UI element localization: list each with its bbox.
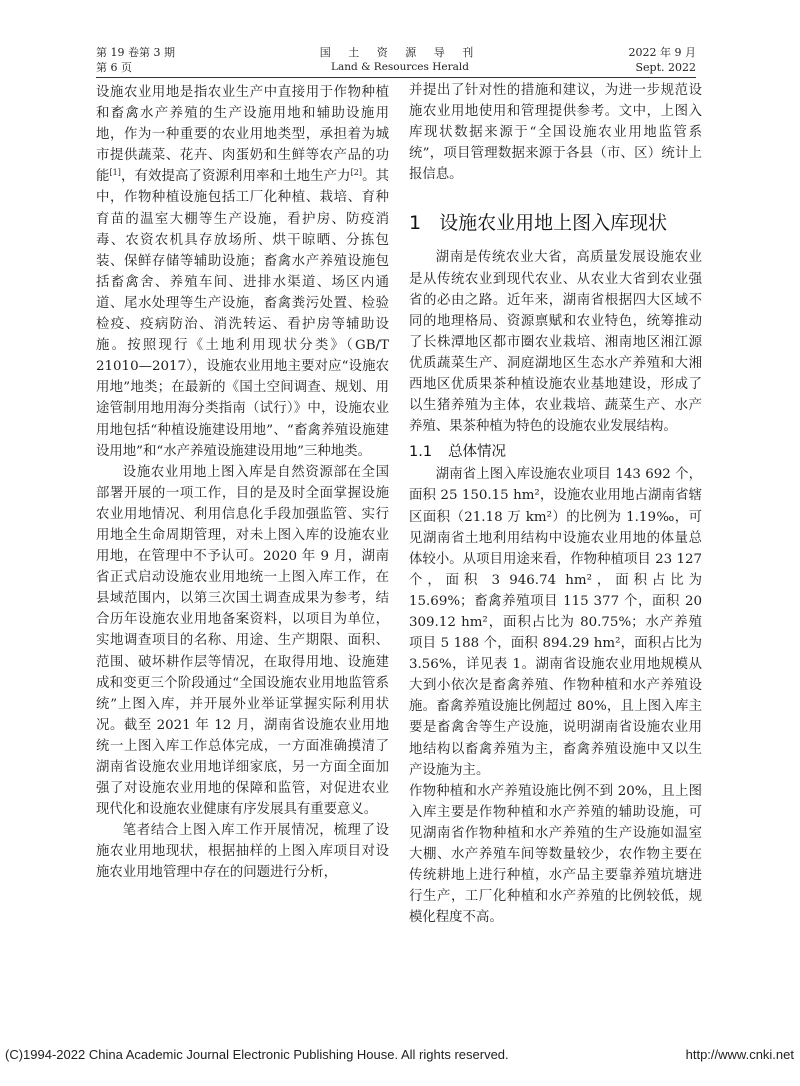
header-date-en: Sept. 2022 [635,61,696,74]
running-header [0,0,800,82]
right-column [409,80,702,928]
header-date-info [629,45,696,75]
intro-text-c: 。其中，作物种植设施包括工厂化种植、栽培、育种育苗的温室大棚等生产设施，看护房、防疫消毒、农资农机具存放场所、烘干晾晒、分拣包装、保鲜存储等辅助设施；畜禽水产养殖设施包括畜禽舍、养殖车间、进排水渠道、场区内通道、尾水处理等生产设施，畜禽粪污处置、检验检疫、疫病防治、消洗转运、看护房等辅助设施。按照现行《土地利用现状分类》（GB/T 21010—2017），设施农业用地主要对应“设施农用地”地类；在最新的《国土空间调查、规划、用途管制用地用海分类指南（试行）》中，设施农业用地包括“种植设施建设用地”、“畜禽养殖设施建设用地”和“水产养殖设施建设用地”三种地类。 [96,169,390,459]
page-footer [0,1044,800,1066]
approach-paragraph: 笔者结合上图入库工作开展情况，梳理了设施农业用地现状，根据抽样的上图入库项目对设施农业用地管理中存在的问题进行分析， [96,823,389,881]
section-number: 1 [409,212,422,235]
journal-title-cn: 国 土 资 源 导 刊 [319,46,481,59]
footer-url-link[interactable]: http://www.cnki.net [685,1047,794,1062]
journal-title-en: Land & Resources Herald [331,61,469,73]
header-volume-issue: 第 19 卷第 3 期 [96,46,175,59]
section-heading [409,209,702,237]
header-page-number: 第 6 页 [96,61,132,74]
subsection-heading [409,441,702,463]
intro-paragraph [96,82,389,462]
subsection-title: 总体情况 [448,444,507,461]
header-rule [96,77,696,78]
left-column [96,82,389,884]
section-title: 设施农业用地上图入库现状 [439,212,668,235]
mapping-work-paragraph: 设施农业用地上图入库是自然资源部在全国部署开展的一项工作，目的是及时全面掌握设施农业用地情况、利用信息化手段加强监管、实行用地全生命周期管理，对未上图入库的设施农业用地，在管理中不予认可。2020 年 9 月，湖南省正式启动设施农业用地统一上图入库工作，在县域范围内，以第三次国土调查成果为参考，结合历年设施农业用地备案资料，以项目为单位，实地调查项目的名称、用途、生产期限、面积、范围、破坏耕作层等情况，在取得用地、设施建成和变更三个阶段通过“全国设施农业用地监管系统”上图入库，并开展外业举证掌握实际利用状况。截至 2021 年 12 月，湖南省设施农业用地统一上图入库工作总体完成，一方面准确摸清了湖南省设施农业用地详细家底，另一方面全面加强了对设施农业用地的保障和监管，对促进农业现代化和设施农业健康有序发展具有重要意义。 [96,464,389,818]
approach-paragraph-continued: 并提出了针对性的措施和建议，为进一步规范设施农业用地使用和管理提供参考。文中，上图入库现状数据来源于“全国设施农业用地监管系统”，项目管理数据来源于各县（市、区）统计上报信息。 [409,83,702,183]
analysis-paragraph: 作物种植和水产养殖设施比例不到 20%，且上图入库主要是作物种植和水产养殖的辅助设施，可见湖南省作物种植和水产养殖的生产设施如温室大棚、水产养殖车间等数量较少，农作物主要在传统耕地上进行种植，水产品主要靠养殖坑塘进行生产，工厂化种植和水产养殖的比例较低，规模化程度不高。 [409,783,702,926]
subsection-number: 1.1 [409,444,433,461]
citation-ref-2: [2] [350,168,362,178]
intro-text-b: ，有效提高了资源利用率和土地生产力 [120,169,351,185]
overview-paragraph: 湖南省上图入库设施农业项目 143 692 个，面积 25 150.15 hm²，设施农业用地占湖南省辖区面积（21.18 万 km²）的比例为 1.19‰，可见湖南省土地利用结构中设施农业用地的体量总体较小。从项目用途来看，作物种植项目 23 127 个，面积 3 946.74 hm²，面积占比为 15.69%；畜禽养殖项目 115 377 个，面积 20 309.12 hm²，面积占比为 80.75%；水产养殖项目 5 188 个，面积 894.29 hm²，面积占比为 3.56%，详见表 1。湖南省设施农业用地规模从大到小依次是畜禽养殖、作物种植和水产养殖设施。畜禽养殖设施比例超过 80%，且上图入库主要是畜禽舍等生产设施，说明湖南省设施农业用地结构以畜禽养殖为主，畜禽养殖设施中又以生产设施为主。 [409,467,702,778]
header-date-cn: 2022 年 9 月 [628,46,696,59]
section-intro-paragraph: 湖南是传统农业大省，高质量发展设施农业是从传统农业到现代农业、从农业大省到农业强省的必由之路。近年来，湖南省根据四大区域不同的地理格局、资源禀赋和农业特色，统筹推动了长株潭地区都市圈农业栽培、湘南地区湘江源优质蔬菜生产、洞庭湖地区生态水产养殖和大湘西地区优质果茶种植设施农业基地建设，形成了以生猪养殖为主体，农业栽培、蔬菜生产、水产养殖、果茶种植为特色的设施农业发展结构。 [409,250,702,435]
citation-ref-1: [1] [109,168,121,178]
copyright-notice: (C)1994-2022 China Academic Journal Electronic Publishing House. All rights reserved. [5,1047,509,1062]
intro-text-a: 设施农业用地是指农业生产中直接用于作物种植和畜禽水产养殖的生产设施用地和辅助设施用地，作为一种重要的农业用地类型，承担着为城市提供蔬菜、花卉、肉蛋奶和生鲜等农产品的功能 [96,85,389,185]
